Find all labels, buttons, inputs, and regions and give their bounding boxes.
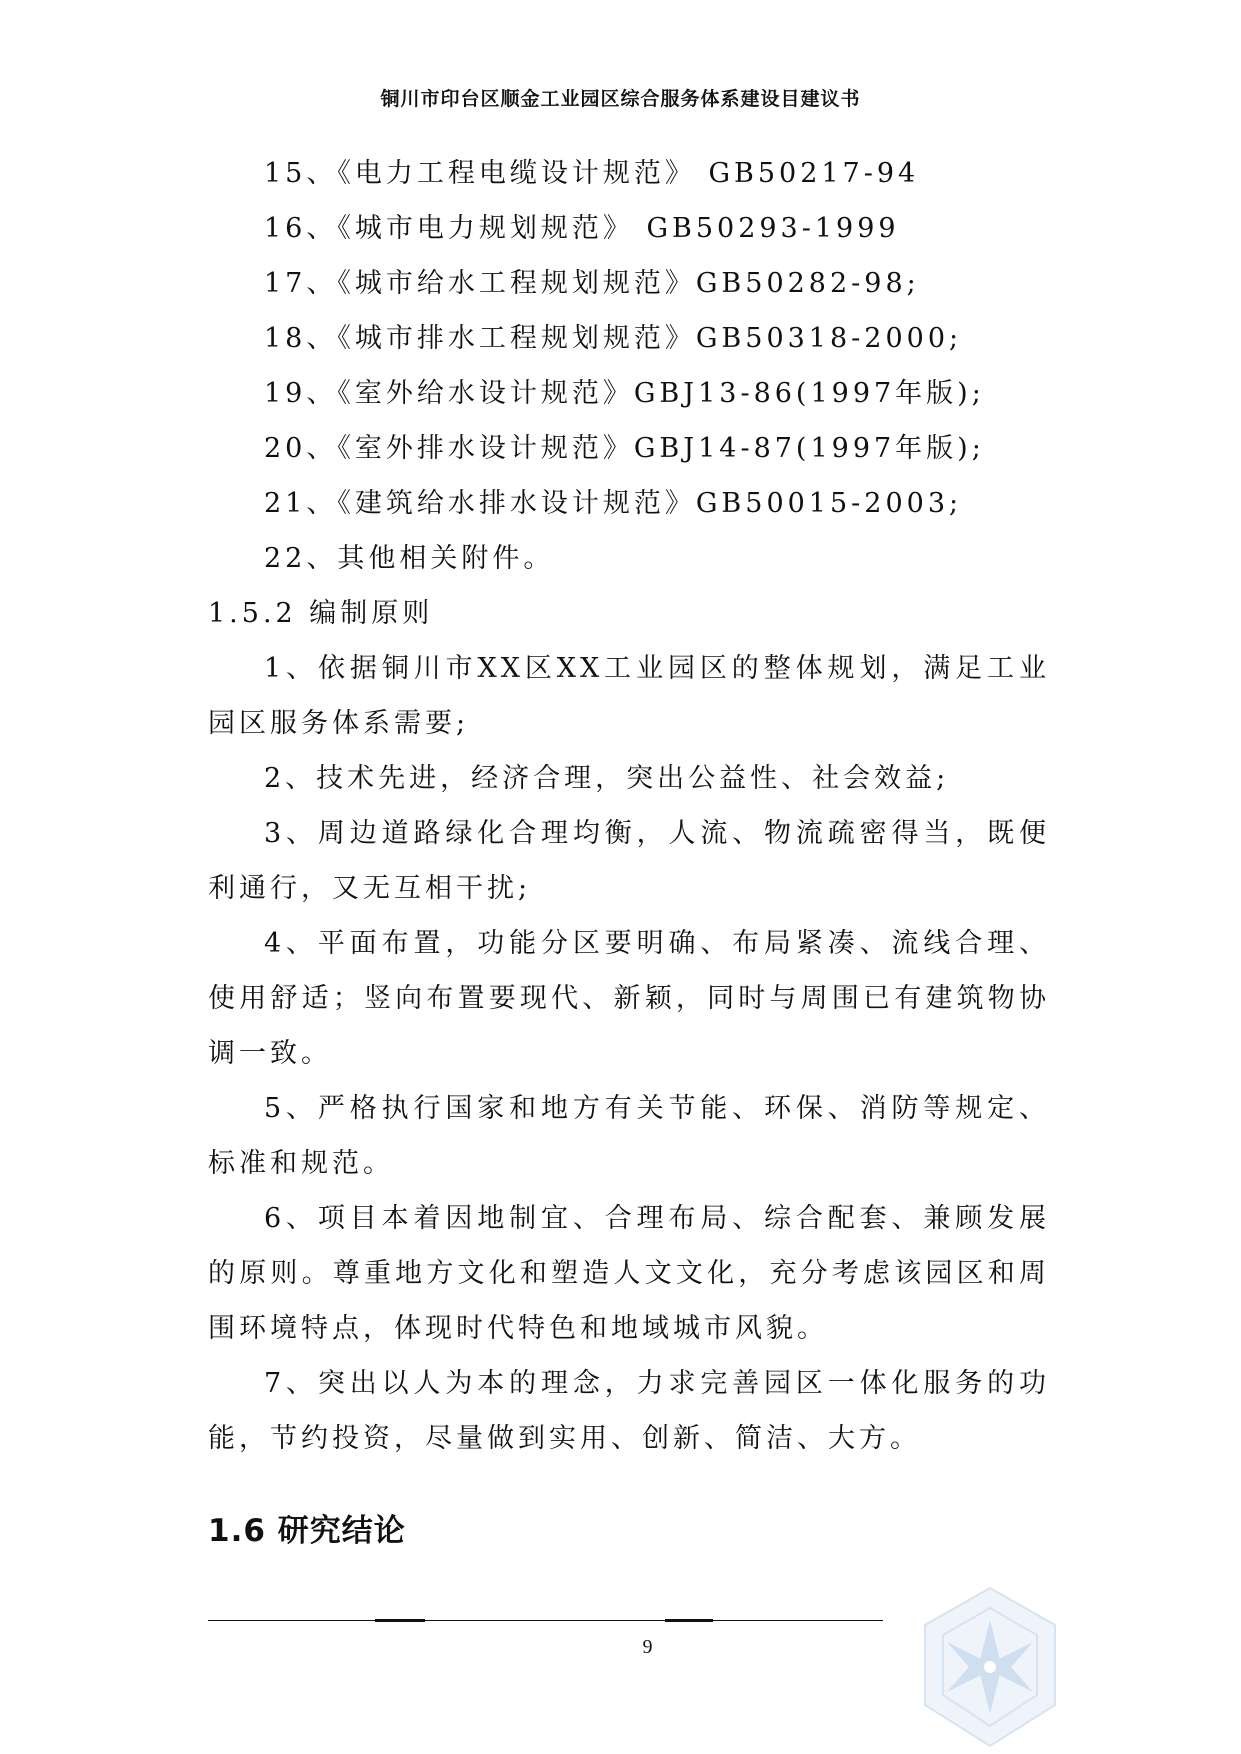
section-subtitle: 1.5.2 编制原则 xyxy=(208,598,434,629)
principle-paragraph: 5、严格执行国家和地方有关节能、环保、消防等规定、标准和规范。 xyxy=(208,1093,1050,1179)
standard-item: 20、《室外排水设计规范》GBJ14-87(1997年版); xyxy=(264,433,985,464)
standard-item: 15、《电力工程电缆设计规范》 GB50217-94 xyxy=(264,158,920,189)
standard-item: 22、其他相关附件。 xyxy=(264,543,555,574)
footer-divider-accent xyxy=(375,1619,425,1622)
watermark-logo-icon xyxy=(905,1580,1075,1754)
principle-paragraph: 1、依据铜川市XX区XX工业园区的整体规划，满足工业园区服务体系需要; xyxy=(208,653,1050,739)
principle-paragraph: 6、项目本着因地制宜、合理布局、综合配套、兼顾发展的原则。尊重地方文化和塑造人文文化，充分考虑该园区和周围环境特点，体现时代特色和地域城市风貌。 xyxy=(208,1203,1050,1344)
standard-item: 19、《室外给水设计规范》GBJ13-86(1997年版); xyxy=(264,378,985,409)
footer-divider xyxy=(208,1620,883,1621)
standard-item: 18、《城市排水工程规划规范》GB50318-2000; xyxy=(264,323,963,354)
standard-item: 17、《城市给水工程规划规范》GB50282-98; xyxy=(264,268,920,299)
principle-paragraph: 7、突出以人为本的理念，力求完善园区一体化服务的功能，节约投资，尽量做到实用、创新、简洁、大方。 xyxy=(208,1368,1050,1454)
principle-paragraph: 3、周边道路绿化合理均衡，人流、物流疏密得当，既便利通行，又无互相干扰; xyxy=(208,818,1050,904)
principle-paragraph: 2、技术先进，经济合理，突出公益性、社会效益; xyxy=(264,763,950,794)
document-body xyxy=(208,146,1050,1466)
page-number: 9 xyxy=(642,1636,653,1658)
footer-divider-accent xyxy=(665,1619,713,1622)
section-heading: 1.6 研究结论 xyxy=(208,1513,406,1549)
document-header: 铜川市印台区顺金工业园区综合服务体系建设目建议书 xyxy=(380,88,861,110)
standard-item: 16、《城市电力规划规范》 GB50293-1999 xyxy=(264,213,900,244)
principle-paragraph: 4、平面布置，功能分区要明确、布局紧凑、流线合理、使用舒适；竖向布置要现代、新颖，同时与周围已有建筑物协调一致。 xyxy=(208,928,1050,1069)
standard-item: 21、《建筑给水排水设计规范》GB50015-2003; xyxy=(264,488,963,519)
